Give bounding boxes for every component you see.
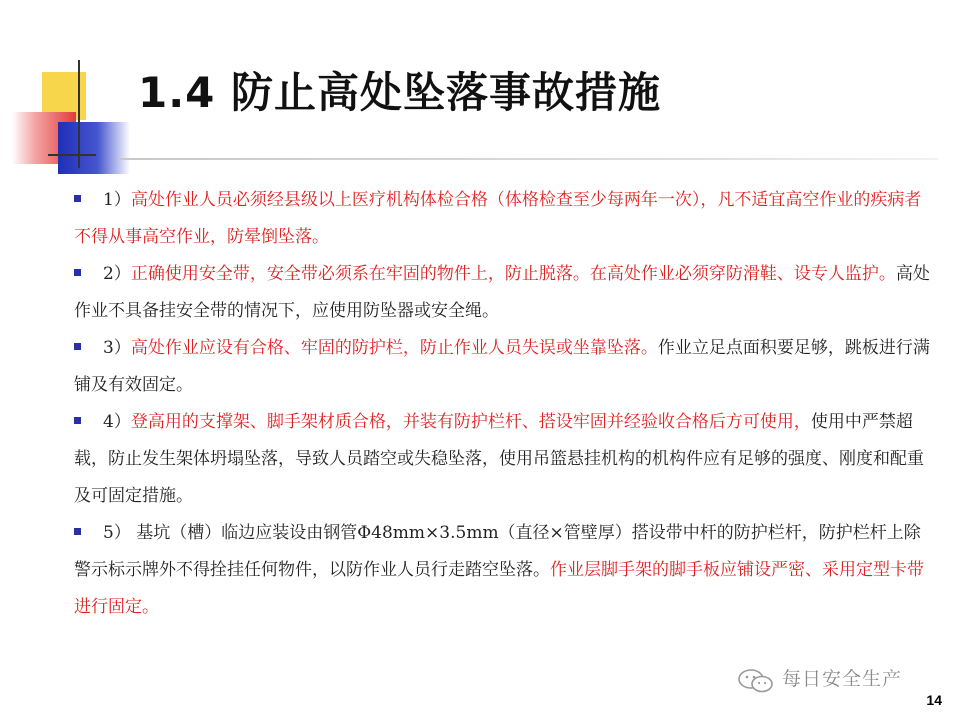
item-text-red: 正确使用安全带，安全带必须系在牢固的物件上，防止脱落。在高处作业必须穿防滑鞋、设专人监护。 xyxy=(130,264,896,284)
item-text: 基坑（槽）临边应装设由钢管Φ48mm×3.5mm（直径×管壁厚）搭设带中杆的防护栏杆，防护栏杆上除警示标示牌外不得拴挂任何物件，以防作业人员行走踏空坠落。 xyxy=(74,523,921,580)
item-text: 作业立足点面积要足够，跳板进行满铺及有效固定。 xyxy=(74,338,930,395)
bullet-list xyxy=(74,182,934,626)
decor-short-horizontal-line xyxy=(48,154,96,156)
list-item xyxy=(74,404,934,515)
bullet-icon xyxy=(74,195,81,202)
bullet-icon xyxy=(74,269,81,276)
page-number: 14 xyxy=(926,692,942,708)
item-text-red: 高处作业应设有合格、牢固的防护栏，防止作业人员失误或坐靠坠落。 xyxy=(130,338,658,358)
slide-title: 1.4 防止高处坠落事故措施 xyxy=(138,68,662,117)
wechat-icon xyxy=(736,668,776,694)
item-number: 4） xyxy=(103,412,131,432)
list-item xyxy=(74,330,934,404)
item-number: 3） xyxy=(103,338,131,358)
bullet-icon xyxy=(74,528,81,535)
title-underline xyxy=(118,158,938,160)
item-text: 使用中严禁超载，防止发生架体坍塌坠落，导致人员踏空或失稳坠落，使用吊篮悬挂机构的机构件应有足够的强度、刚度和配重及可固定措施。 xyxy=(74,412,924,506)
item-number: 5） xyxy=(103,523,131,543)
list-item xyxy=(74,256,934,330)
list-item xyxy=(74,515,934,626)
item-text: 高处作业不具备挂安全带的情况下，应使用防坠器或安全绳。 xyxy=(74,264,930,321)
item-number: 2） xyxy=(103,264,131,284)
decor-blue-gradient xyxy=(58,122,130,174)
item-text-red: 高处作业人员必须经县级以上医疗机构体检合格（体格检查至少每两年一次），凡不适宜高空作业的疾病者不得从事高空作业，防晕倒坠落。 xyxy=(74,190,922,247)
bullet-icon xyxy=(74,343,81,350)
decor-vertical-line xyxy=(78,60,80,168)
item-text-red: 登高用的支撑架、脚手架材质合格，并装有防护栏杆、搭设牢固并经验收合格后方可使用， xyxy=(130,412,811,432)
list-item xyxy=(74,182,934,256)
bullet-icon xyxy=(74,417,81,424)
watermark-text: 每日安全生产 xyxy=(782,668,903,690)
item-text-red: 作业层脚手架的脚手板应铺设严密、采用定型卡带进行固定。 xyxy=(74,560,924,617)
item-number: 1） xyxy=(103,190,131,210)
